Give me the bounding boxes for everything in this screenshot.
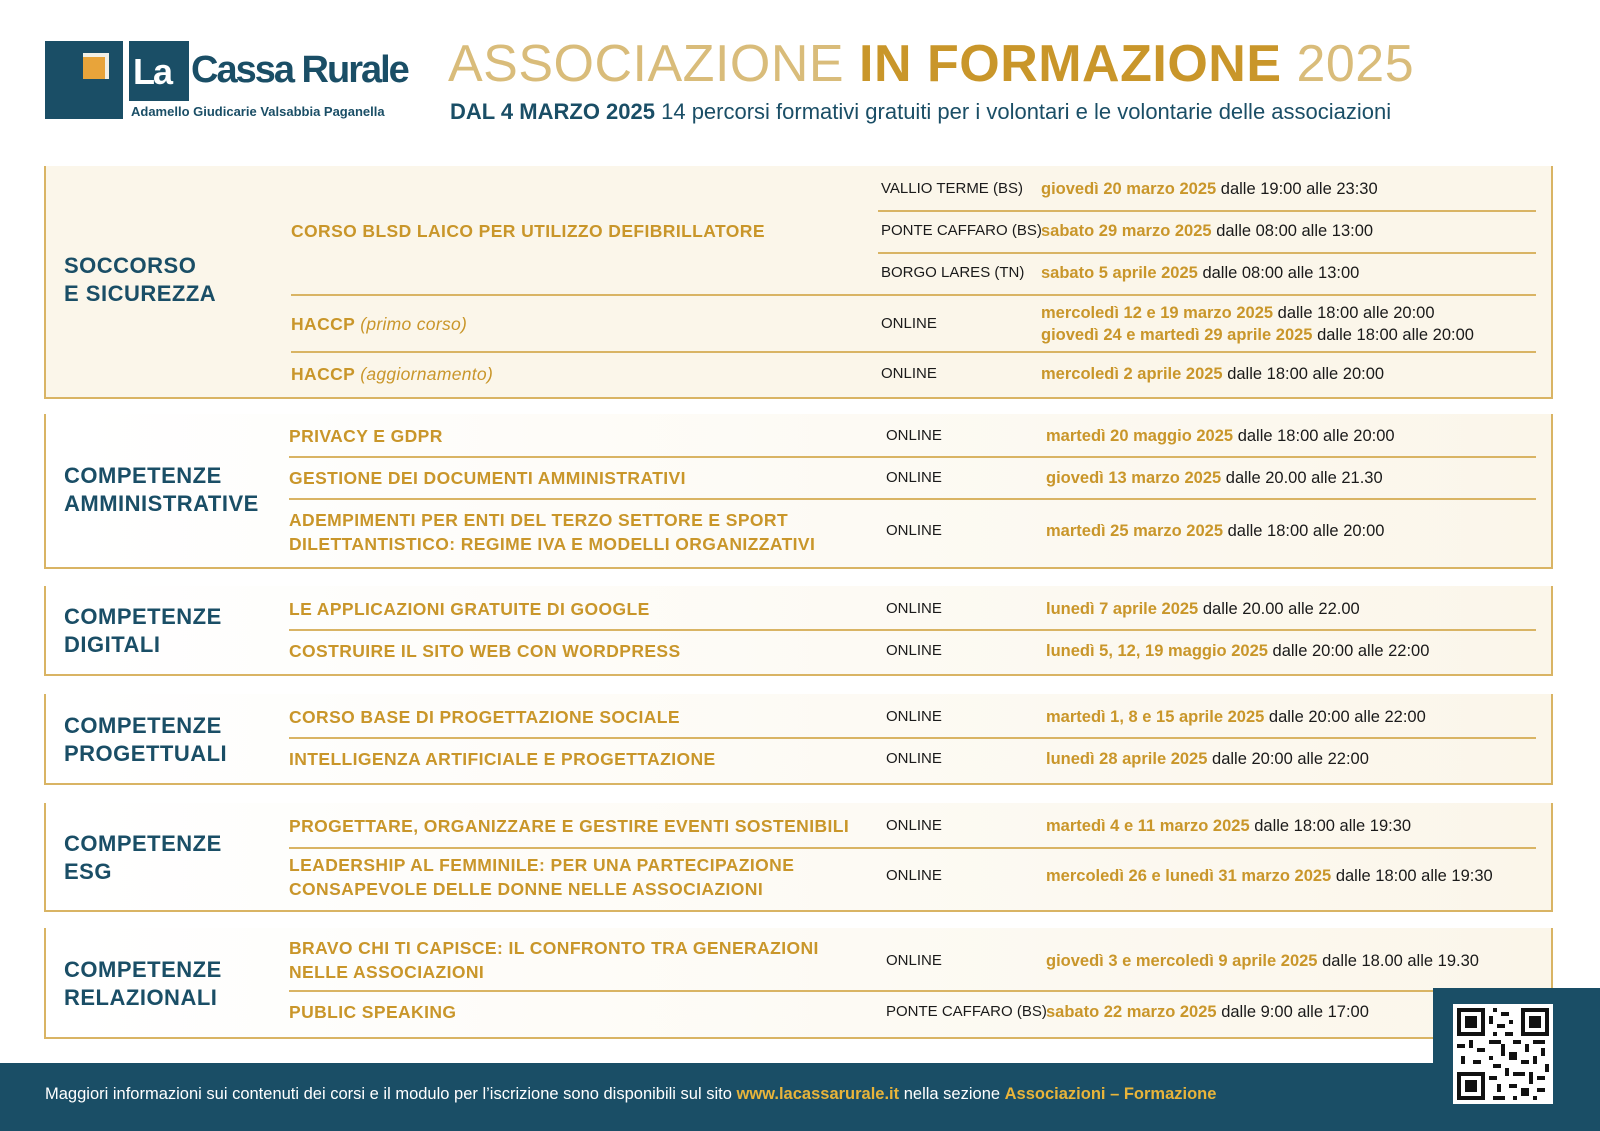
session-day: giovedì 3 e mercoledì 9 aprile 2025: [1046, 952, 1318, 970]
session-day: lunedì 28 aprile 2025: [1046, 750, 1208, 768]
course-title: LEADERSHIP AL FEMMINILE: PER UNA PARTECIPAZIONE CONSAPEVOLE DELLE DONNE NELLE ASSOCIAZIONI: [289, 855, 795, 899]
subtitle-desc: 14 percorsi formativi gratuiti per i volontari e le volontarie delle associazioni: [661, 99, 1392, 124]
session-time: dalle 18:00 alle 20:00: [1277, 304, 1435, 322]
session-place: PONTE CAFFARO (BS): [886, 1003, 1047, 1020]
footer-section-name: Associazioni – Formazione: [1004, 1085, 1217, 1103]
course-title: CORSO BLSD LAICO PER UTILIZZO DEFIBRILLATORE: [291, 221, 765, 241]
session-place: VALLIO TERME (BS): [881, 180, 1023, 197]
course-name: HACCP: [291, 314, 355, 334]
page-title: [448, 34, 1414, 94]
session-time: dalle 18:00 alle 19:30: [1254, 817, 1412, 835]
session-place: ONLINE: [886, 642, 942, 659]
divider: [291, 351, 1536, 353]
section-soccorso: [44, 166, 1553, 399]
session-time: dalle 20.00 alle 21.30: [1225, 469, 1383, 487]
session-day: mercoledì 2 aprile 2025: [1041, 365, 1223, 383]
section-relazionali: [44, 928, 1553, 1039]
session-day: martedì 25 marzo 2025: [1046, 522, 1224, 540]
session-time: dalle 18:00 alle 20:00: [1317, 326, 1474, 344]
session-day: giovedì 20 marzo 2025: [1041, 180, 1217, 198]
course-title: PUBLIC SPEAKING: [289, 1002, 457, 1022]
session-time: dalle 20.00 alle 22.00: [1202, 600, 1360, 618]
section-digitali: [44, 586, 1553, 676]
divider: [289, 498, 1536, 500]
section-amministrative: [44, 414, 1553, 569]
session-date: [1046, 706, 1426, 728]
title-part-a: ASSOCIAZIONE: [448, 35, 860, 93]
session-date: [1041, 220, 1373, 242]
session-place: ONLINE: [886, 522, 942, 539]
session-date: [1046, 865, 1493, 887]
category-title: COMPETENZE PROGETTUALI: [64, 713, 228, 766]
category-title: COMPETENZE AMMINISTRATIVE: [64, 463, 259, 516]
session-day: martedì 1, 8 e 15 aprile 2025: [1046, 708, 1265, 726]
divider: [291, 294, 1536, 296]
category-title: COMPETENZE DIGITALI: [64, 604, 222, 657]
logo-name: Cassa Rurale: [191, 49, 408, 91]
course-title: CORSO BASE DI PROGETTAZIONE SOCIALE: [289, 707, 680, 727]
session-place: ONLINE: [886, 708, 942, 725]
page-subtitle: [450, 99, 1391, 125]
course-note: (aggiornamento): [360, 364, 494, 384]
session-date: [1041, 324, 1474, 346]
session-place: ONLINE: [886, 600, 942, 617]
session-day: lunedì 5, 12, 19 maggio 2025: [1046, 642, 1268, 660]
session-time: dalle 20:00 alle 22:00: [1268, 708, 1426, 726]
session-date: [1046, 1001, 1369, 1023]
course-title: [291, 362, 493, 386]
session-date: [1041, 363, 1384, 385]
course-title: PRIVACY E GDPR: [289, 426, 443, 446]
footer-text-b: nella sezione: [899, 1085, 1005, 1103]
session-date: [1046, 467, 1383, 489]
session-time: dalle 9:00 alle 17:00: [1221, 1003, 1369, 1021]
session-day: martedì 20 maggio 2025: [1046, 427, 1234, 445]
course-title: LE APPLICAZIONI GRATUITE DI GOOGLE: [289, 599, 650, 619]
divider: [289, 629, 1536, 631]
category-title: COMPETENZE RELAZIONALI: [64, 957, 222, 1010]
session-place: ONLINE: [886, 867, 942, 884]
session-time: dalle 18:00 alle 20:00: [1227, 365, 1385, 383]
session-place: BORGO LARES (TN): [881, 264, 1025, 281]
course-title: ADEMPIMENTI PER ENTI DEL TERZO SETTORE E SPORT DILETTANTISTICO: REGIME IVA E MODELLI ORGANIZZATIVI: [289, 510, 816, 554]
session-place: ONLINE: [881, 315, 937, 332]
session-day: giovedì 24 e martedì 29 aprile 2025: [1041, 326, 1313, 344]
session-day: martedì 4 e 11 marzo 2025: [1046, 817, 1250, 835]
session-day: lunedì 7 aprile 2025: [1046, 600, 1199, 618]
session-day: sabato 22 marzo 2025: [1046, 1003, 1217, 1021]
session-date: [1041, 302, 1435, 324]
qr-panel: [1433, 988, 1600, 1131]
title-part-b: IN FORMAZIONE: [859, 35, 1282, 93]
course-title: GESTIONE DEI DOCUMENTI AMMINISTRATIVI: [289, 468, 686, 488]
footer-bar: [0, 1063, 1600, 1131]
session-date: [1046, 425, 1395, 447]
session-date: [1046, 640, 1429, 662]
logo-la: La: [129, 41, 189, 101]
session-date: [1046, 520, 1385, 542]
session-time: dalle 18:00 alle 20:00: [1227, 522, 1385, 540]
session-day: mercoledì 12 e 19 marzo 2025: [1041, 304, 1274, 322]
session-time: dalle 20:00 alle 22:00: [1212, 750, 1369, 768]
session-time: dalle 18.00 alle 19.30: [1322, 952, 1479, 970]
session-time: dalle 19:00 alle 23:30: [1220, 180, 1378, 198]
session-place: ONLINE: [886, 750, 942, 767]
logo-subtitle: Adamello Giudicarie Valsabbia Paganella: [131, 104, 385, 119]
section-progettuali: [44, 694, 1553, 785]
session-place: ONLINE: [886, 817, 942, 834]
session-day: sabato 29 marzo 2025: [1041, 222, 1212, 240]
course-title: PROGETTARE, ORGANIZZARE E GESTIRE EVENTI SOSTENIBILI: [289, 816, 850, 836]
session-date: [1041, 178, 1378, 200]
course-title: [291, 312, 467, 336]
session-place: ONLINE: [886, 427, 942, 444]
divider: [289, 990, 1536, 992]
session-place: ONLINE: [886, 469, 942, 486]
session-time: dalle 20:00 alle 22:00: [1272, 642, 1430, 660]
session-date: [1046, 950, 1479, 972]
session-time: dalle 18:00 alle 20:00: [1237, 427, 1395, 445]
session-time: dalle 18:00 alle 19:30: [1335, 867, 1493, 885]
divider: [289, 847, 1536, 849]
category-title: COMPETENZE ESG: [64, 831, 222, 884]
course-title: INTELLIGENZA ARTIFICIALE E PROGETTAZIONE: [289, 749, 716, 769]
session-date: [1046, 815, 1411, 837]
divider: [289, 456, 1536, 458]
divider: [878, 210, 1536, 212]
footer-text-a: Maggiori informazioni sui contenuti dei corsi e il modulo per l’iscrizione sono disponibili sul sito: [45, 1085, 737, 1103]
session-time: dalle 08:00 alle 13:00: [1216, 222, 1374, 240]
session-place: ONLINE: [886, 952, 942, 969]
course-title: BRAVO CHI TI CAPISCE: IL CONFRONTO TRA GENERAZIONI NELLE ASSOCIAZIONI: [289, 938, 819, 982]
website-link[interactable]: www.lacassarurale.it: [736, 1085, 900, 1103]
qr-code-icon[interactable]: [1453, 1004, 1553, 1104]
session-day: sabato 5 aprile 2025: [1041, 264, 1198, 282]
course-title: COSTRUIRE IL SITO WEB CON WORDPRESS: [289, 641, 681, 661]
session-place: ONLINE: [881, 365, 937, 382]
divider: [878, 252, 1536, 254]
category-title: SOCCORSO E SICUREZZA: [64, 253, 217, 306]
title-part-c: 2025: [1281, 35, 1415, 93]
start-date: DAL 4 MARZO 2025: [450, 99, 655, 124]
session-day: giovedì 13 marzo 2025: [1046, 469, 1222, 487]
logo: [45, 41, 415, 121]
session-day: mercoledì 26 e lunedì 31 marzo 2025: [1046, 867, 1332, 885]
session-place: PONTE CAFFARO (BS): [881, 222, 1042, 239]
session-date: [1046, 598, 1360, 620]
divider: [289, 737, 1536, 739]
footer-text: [45, 1085, 1216, 1104]
logo-mark-icon: [45, 41, 123, 119]
section-esg: [44, 803, 1553, 912]
course-name: HACCP: [291, 364, 355, 384]
course-note: (primo corso): [360, 314, 468, 334]
session-date: [1041, 262, 1359, 284]
session-time: dalle 08:00 alle 13:00: [1202, 264, 1360, 282]
session-date: [1046, 748, 1369, 770]
